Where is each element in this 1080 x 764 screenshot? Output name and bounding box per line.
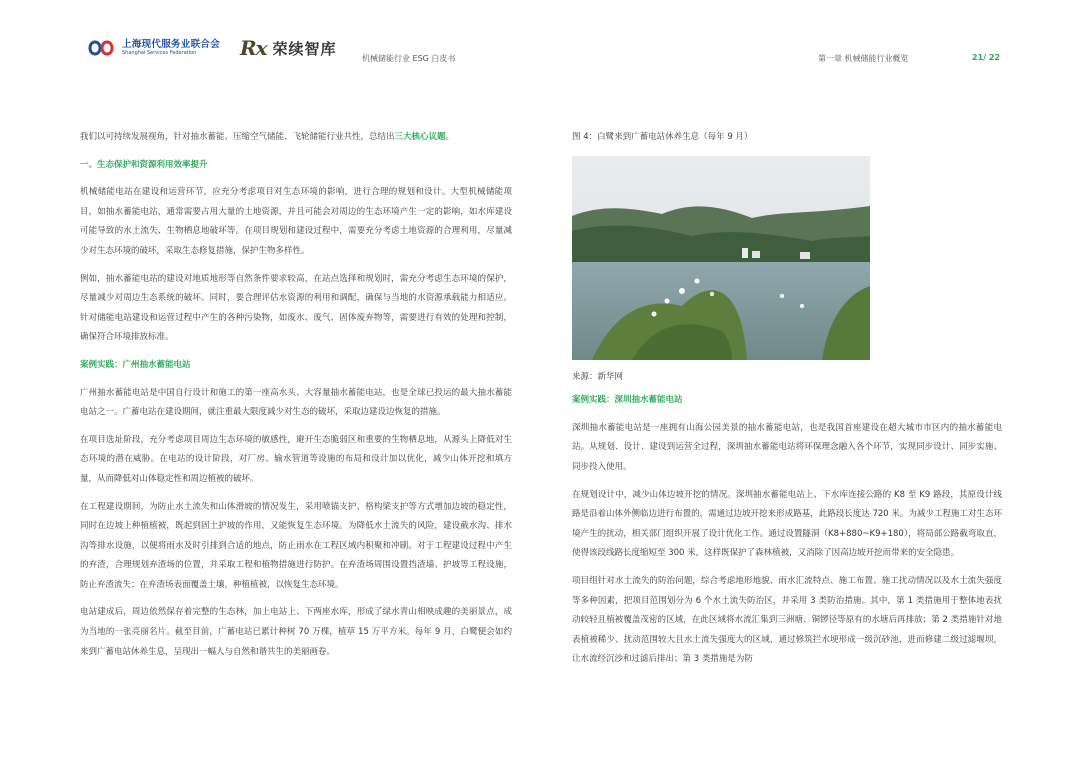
intro-highlight: 三大核心议题 [394,132,446,142]
case-paragraph-1: 广州抽水蓄能电站是中国自行设计和施工的第一座高水头、大容量抽水蓄能电站，也是全球已投运的最大抽水蓄能电站之一。广蓄电站在建设期间，就注重最大限度减少对生态的破坏，采取边建设边恢复的措施。 [80,387,512,418]
paragraph-2: 例如，抽水蓄能电站的建设对地质地形等自然条件要求较高，在站点选择和规划时，需充分考虑生态环境的保护，尽量减少对周边生态系统的破坏。同时，要合理评估水资源的利用和调配，确保与当地的水资源承载能力相适应。针对储能电站建设和运营过程中产生的各种污染物，如废水、废气、固体废弃物等，需要进行有效的处理和控制，确保符合环境排放标准。 [80,273,512,343]
left-column [80,128,512,662]
org-name-en: Shanghai Services Federation [122,50,197,56]
org-name-cn: 上海现代服务业联合会 [122,39,221,50]
right-column [572,128,1002,670]
figure-caption: 图 4：白鹭来到广蓄电站休养生息（每年 9 月） [572,132,753,142]
case-title-guangzhou: 案例实践：广州抽水蓄能电站 [80,359,191,370]
case-paragraph-3: 在工程建设期间，为防止水土流失和山体滑坡的情况发生，采用喷锚支护、格构梁支护等方式增加边坡的稳定性，同时在边坡上种植植被，既起到固土护坡的作用，又能恢复生态环境。为降低水土流失的风险，建设截水沟、排水沟等排水设施，以便将雨水及时引排到合适的地点，防止雨水在工程区域内积聚和冲刷。对于工程建设过程中产生的弃渣，合理规划弃渣场的位置，并采取工程和植物措施进行防护。在弃渣场周围设置挡渣墙、护坡等工程设施，防止弃渣流失；在弃渣场表面覆盖土壤，种植植被，以恢复生态环境。 [80,501,512,590]
page-number: 21/ 22 [972,53,1000,62]
case-title-shenzhen: 案例实践：深圳抽水蓄能电站 [572,395,683,406]
intro-paragraph: 我们以可持续发展视角，针对抽水蓄能、压缩空气储能、飞轮储能行业共性，总结出三大核心议题。 [80,132,455,142]
chapter-title: 第一章 机械储能行业概览 [818,54,909,63]
section-title: 一、生态保护和资源利用效率提升 [80,159,208,170]
case-paragraph-4: 电站建成后，周边依然保存着完整的生态林，加上电站上、下两座水库，形成了绿水青山相映成趣的美丽景点，成为当地的一张亮丽名片。截至目前，广蓄电站已累计种树 70 万棵，植草 15 万平方米。每年 9 月，白鹭便会如约来到广蓄电站休养生息，呈现出一幅人与自然和谐共生的美丽画卷。 [80,607,512,657]
egret-lake-photo [572,156,870,360]
figure-source: 来源：新华网 [572,371,624,382]
rx-mark: Rx [240,36,267,60]
right-paragraph-1: 深圳抽水蓄能电站是一座拥有山海公园美景的抽水蓄能电站，也是我国首座建设在超大城市市区内的抽水蓄能电站。从规划、设计、建设到运营全过程，深圳抽水蓄能电站将环保理念融入各个环节，实现同步设计、同步实施、同步投入使用。 [572,422,1002,472]
ssf-logo [86,37,220,59]
brand-name: 荣续智库 [272,39,337,58]
rongxu-logo [240,36,337,60]
right-paragraph-2: 在规划设计中，减少山体边坡开挖的情况。深圳抽水蓄能电站上、下水库连接公路的 K8 至 K9 路段，其原设计线路是沿着山体外侧临边进行布置的，需通过边坡开挖来形成路基，此路段长度达 720 米。为减少工程施工对生态环境产生的扰动，相关部门组织开展了设计优化工作。通过设置隧洞（K8+880~K9+180），将局部公路截弯取直，使得该段线路长度缩短至 300 米，这样既保护了森林植被，又消除了因高边坡开挖而带来的安全隐患。 [572,489,1002,559]
page-header [0,0,1080,80]
right-paragraph-3: 项目组针对水土流失的防治问题，综合考虑地形地貌、雨水汇流特点、施工布置、施工扰动情况以及水土流失强度等多种因素，把项目范围划分为 6 个水土流失防治区，并采用 3 类防治措施。其中，第 1 类措施用于整体地表扰动较轻且植被覆盖茂密的区域，在此区域将水流汇集到三洲塘、铜锣径等原有的水塘后再排放；第 2 类措施针对地表植被稀少、扰动范围较大且水土流失强度大的区域，通过修筑拦水埂形成一级沉砂池，进而修建二级过滤堰坝，让水流经沉沙和过滤后排出；第 3 类措施是为防 [572,575,1002,665]
ssf-logo-icon [86,37,116,59]
case-paragraph-2: 在项目选址阶段，充分考虑项目周边生态环境的敏感性，避开生态脆弱区和重要的生物栖息地，从源头上降低对生态环境的潜在威胁。在电站的设计阶段，对厂房、输水管道等设施的布局和设计加以优化，减少山体开挖和填方量，从而降低对山体稳定性和周边植被的破坏。 [80,434,512,484]
paragraph-1: 机械储能电站在建设和运营环节，应充分考虑项目对生态环境的影响，进行合理的规划和设计。大型机械储能项目，如抽水蓄能电站，通常需要占用大量的土地资源，并且可能会对周边的生态环境产生一定的影响，如水库建设可能导致的水土流失、生物栖息地破坏等。在项目规划和建设过程中，需要充分考虑土地资源的合理利用，尽量减少对生态环境的破坏，采取生态修复措施，保护生物多样性。 [80,187,512,256]
book-title: 机械储能行业 ESG 白皮书 [362,54,456,63]
